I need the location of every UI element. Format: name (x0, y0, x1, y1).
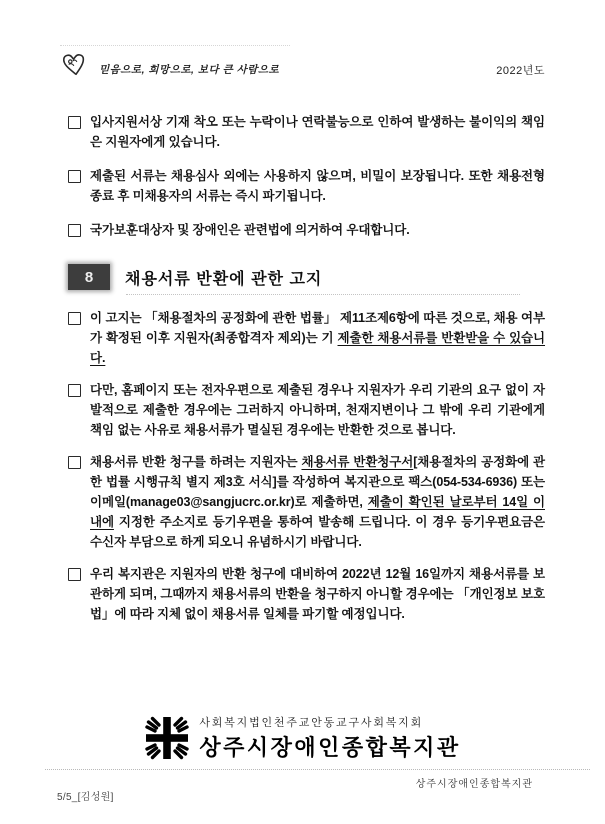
checkbox-icon (68, 312, 81, 325)
text-run: [채용절차의 공정화에 관한 법률 시행규칙 별지 제3호 서식]를 작성하여 복지관으로 팩스(054-534-6936) 또는 이메일(manage03@sangjucrc.or.kr)로 제출하면, (90, 455, 545, 509)
notice-item (68, 308, 545, 368)
section-notice-list (68, 308, 545, 624)
header-year: 2022년도 (496, 65, 545, 77)
org-block (199, 714, 460, 762)
footer-org-small: 상주시장애인종합복지관 (415, 779, 533, 790)
org-affiliation: 사회복지법인천주교안동교구사회복지회 (199, 717, 424, 729)
notice-item (68, 112, 545, 152)
text-run: 제출이 확인된 날로부터 14일 이내에 (90, 495, 545, 529)
notice-text (90, 380, 545, 440)
text-run: 다만, 홈페이지 또는 전자우편으로 제출된 경우나 지원자가 우리 기관의 요구 없이 자발적으로 제출한 경우에는 그러하지 아니하며, 천재지변이나 그 밖에 우리 기관에게 책임 없는 사유로 채용서류가 멸실된 경우에는 반환한 것으로 봅니다. (90, 383, 545, 437)
checkbox-icon (68, 170, 81, 183)
checkbox-icon (68, 456, 81, 469)
notice-item (68, 380, 545, 440)
scan-artifact-line (126, 293, 520, 295)
header-slogan: 믿음으로, 희망으로, 보다 큰 사람으로 (99, 63, 280, 76)
checkbox-icon (68, 224, 81, 237)
notice-text (90, 308, 545, 368)
notice-item (68, 166, 545, 206)
org-name: 상주시장애인종합복지관 (199, 735, 461, 760)
scan-artifact-dots (60, 44, 290, 46)
text-run: 입사지원서상 기재 착오 또는 누락이나 연락불능으로 인하여 발생하는 불이익의 책임은 지원자에게 있습니다. (90, 115, 545, 149)
text-run: 채용서류 반환청구서 (301, 455, 414, 469)
notice-item (68, 452, 545, 552)
notice-text (90, 220, 545, 240)
notice-text (90, 564, 545, 624)
page-header (60, 52, 545, 82)
caritas-cross-icon (144, 714, 190, 762)
heart-people-icon (60, 52, 92, 82)
section-number-badge: 8 (68, 264, 110, 290)
notice-text (90, 452, 545, 552)
text-run: 제출된 서류는 채용심사 외에는 사용하지 않으며, 비밀이 보장됩니다. 또한 채용전형 종료 후 미채용자의 서류는 즉시 파기됩니다. (90, 169, 545, 203)
footer-divider (45, 769, 590, 771)
checkbox-icon (68, 568, 81, 581)
text-run: 채용서류 반환 청구를 하려는 지원자는 (90, 455, 302, 469)
text-run: 지정한 주소지로 등기우편을 통하여 발송해 드립니다. 이 경우 등기우편요금은 수신자 부담으로 하게 되오니 유념하시기 바랍니다. (90, 515, 545, 549)
checkbox-icon (68, 116, 81, 129)
document-body (68, 112, 545, 636)
notice-text (90, 166, 545, 206)
text-run: 국가보훈대상자 및 장애인은 관련법에 의거하여 우대합니다. (90, 223, 410, 237)
text-run: 제출한 채용서류를 반환받을 수 있습니다. (90, 331, 546, 365)
section-title: 채용서류 반환에 관한 고지 (125, 270, 323, 288)
notice-item (68, 564, 545, 624)
notice-text (90, 112, 545, 152)
notice-item (68, 220, 545, 240)
checkbox-icon (68, 384, 81, 397)
text-run: 우리 복지관은 지원자의 반환 청구에 대비하여 2022년 12월 16일까지 채용서류를 보관하게 되며, 그때까지 채용서류의 반환을 청구하지 아니할 경우에는 「개인정보 보호법」에 따라 지체 없이 채용서류 일체를 파기할 예정입니다. (90, 567, 545, 621)
text-run: 이 고지는 「채용절차의 공정화에 관한 법률」 제11조제6항에 따른 것으로, 채용 여부가 확정된 이후 지원자(최종합격자 제외)는 기 (90, 311, 545, 345)
notice-list (68, 112, 545, 240)
page-number: 5/5_[김성원] (57, 792, 114, 803)
brand (60, 52, 279, 82)
section-header (68, 264, 545, 290)
footer-logo (0, 714, 605, 762)
